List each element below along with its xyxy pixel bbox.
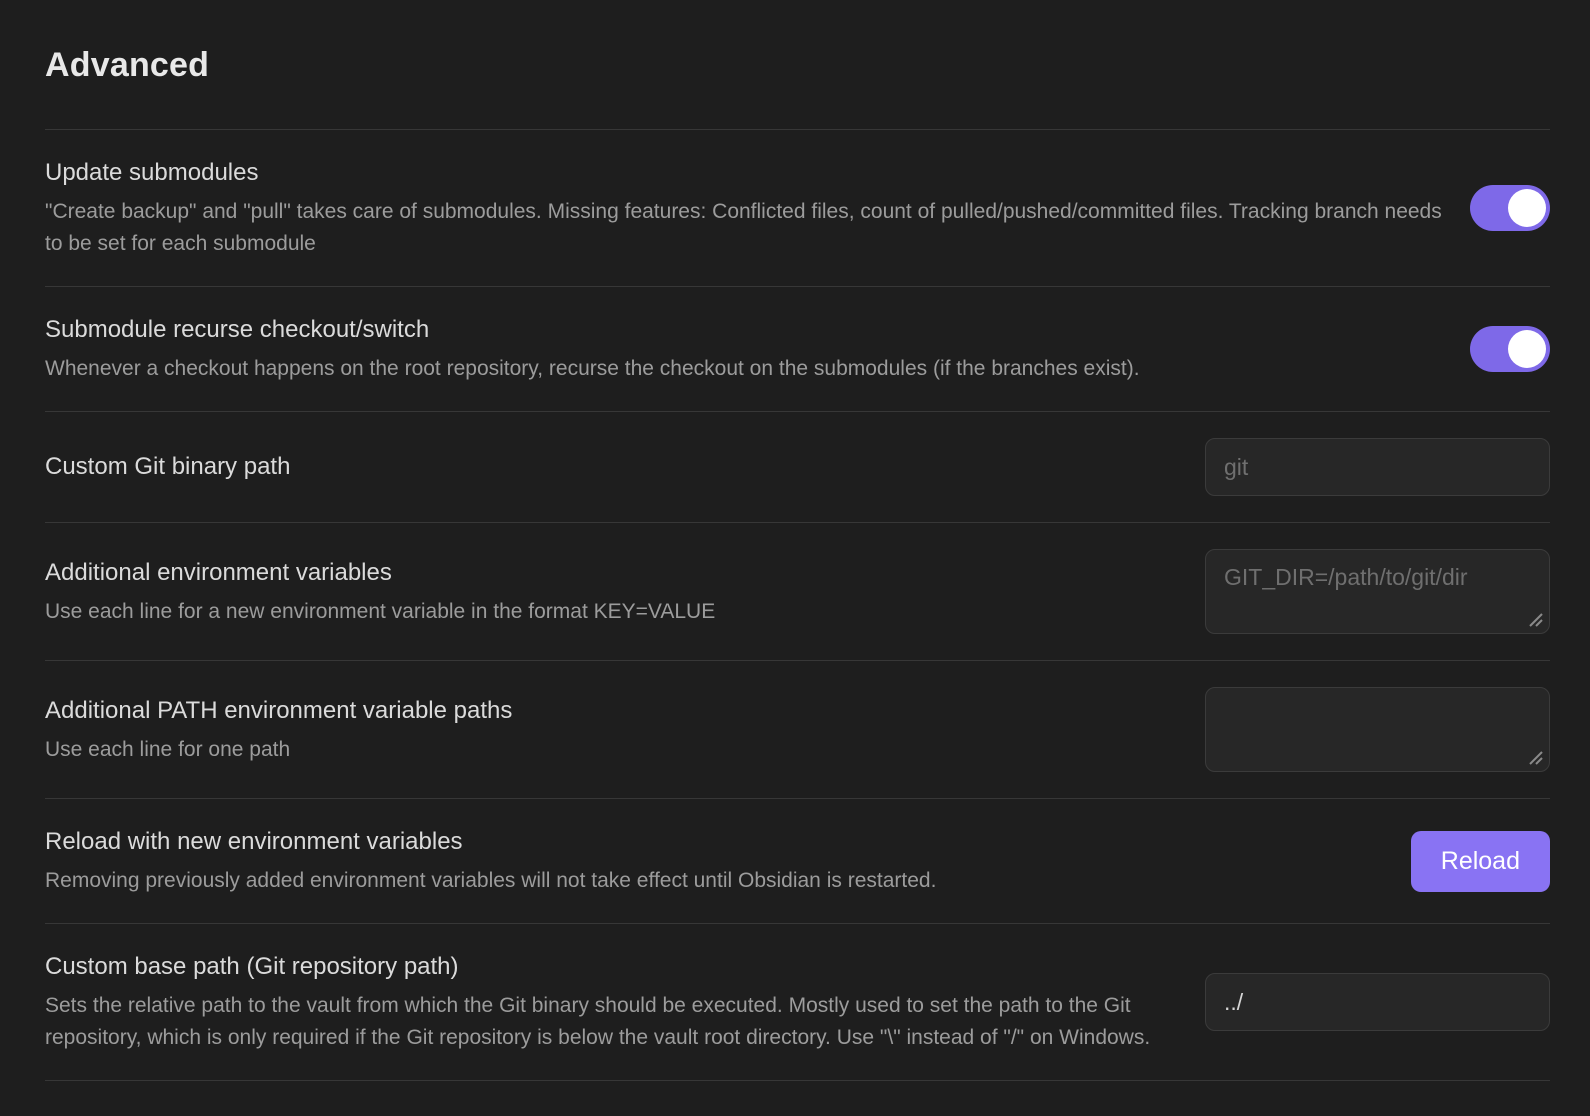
setting-description: Whenever a checkout happens on the root repository, recurse the checkout on the submodules (if the branches exist).	[45, 357, 1140, 380]
setting-name: Custom base path (Git repository path)	[45, 953, 459, 980]
setting-name: Custom Git binary path	[45, 453, 291, 480]
setting-info	[45, 156, 1470, 260]
setting-description: Removing previously added environment variables will not take effect until Obsidian is restarted.	[45, 869, 937, 892]
textarea-wrapper	[1205, 549, 1550, 634]
setting-info	[45, 825, 1411, 897]
setting-row-git-binary-path	[45, 412, 1550, 523]
resize-handle-icon[interactable]	[1525, 747, 1545, 767]
toggle-knob	[1508, 330, 1546, 368]
setting-name: Update submodules	[45, 159, 259, 186]
setting-description: Use each line for one path	[45, 737, 291, 761]
setting-info	[45, 450, 1205, 484]
setting-row-update-submodules	[45, 130, 1550, 287]
setting-control	[1470, 185, 1550, 231]
settings-list	[45, 129, 1550, 1081]
setting-name: Additional environment variables	[45, 558, 392, 586]
env-variables-textarea[interactable]	[1205, 549, 1550, 634]
setting-row-reload-env	[45, 799, 1550, 924]
setting-info	[45, 313, 1470, 385]
setting-row-env-variables	[45, 523, 1550, 661]
setting-description: Sets the relative path to the vault from which the Git binary should be executed. Mostly used to set the path to the Git repository, which is only required if the Git repository is below the vault root directory. Use "\" instead of "/" on Windows.	[45, 994, 1151, 1049]
setting-description: Use each line for a new environment variable in the format KEY=VALUE	[45, 599, 716, 623]
setting-control	[1205, 549, 1550, 634]
setting-info	[45, 950, 1205, 1054]
setting-name: Reload with new environment variables	[45, 828, 463, 855]
toggle-knob	[1508, 189, 1546, 227]
setting-description: "Create backup" and "pull" takes care of submodules. Missing features: Conflicted files, count of pulled/pushed/committed files. Tracking branch needs to be set for each submodule	[45, 200, 1442, 255]
setting-name: Submodule recurse checkout/switch	[45, 316, 430, 343]
setting-control	[1205, 973, 1550, 1031]
setting-name: Additional PATH environment variable paths	[45, 696, 513, 724]
setting-info	[45, 556, 1205, 628]
setting-control	[1411, 831, 1550, 892]
textarea-wrapper	[1205, 687, 1550, 772]
base-path-input[interactable]	[1205, 973, 1550, 1031]
setting-row-custom-base-path	[45, 924, 1550, 1081]
submodule-recurse-toggle[interactable]	[1470, 326, 1550, 372]
setting-row-submodule-recurse	[45, 287, 1550, 412]
setting-row-path-env-paths	[45, 661, 1550, 799]
git-binary-path-input[interactable]	[1205, 438, 1550, 496]
page-title: Advanced	[45, 46, 210, 84]
setting-control	[1205, 687, 1550, 772]
resize-handle-icon[interactable]	[1525, 609, 1545, 629]
path-env-paths-textarea[interactable]	[1205, 687, 1550, 772]
setting-info	[45, 694, 1205, 766]
setting-control	[1205, 438, 1550, 496]
reload-button[interactable]: Reload	[1411, 831, 1550, 892]
update-submodules-toggle[interactable]	[1470, 185, 1550, 231]
setting-control	[1470, 326, 1550, 372]
